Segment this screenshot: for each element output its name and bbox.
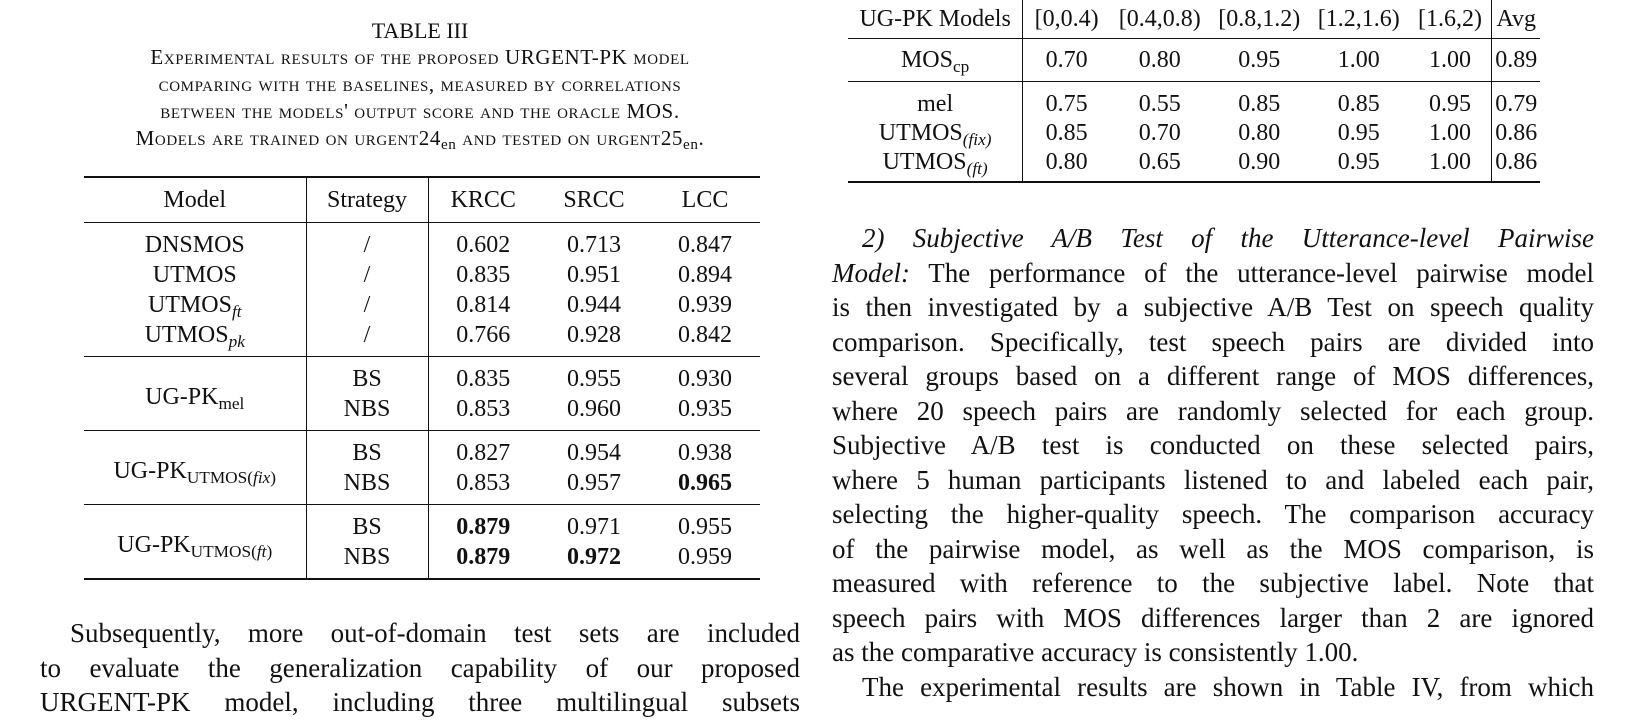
text-line: comparison. Specifically, test speech pairs are divided into [832, 326, 1594, 357]
value-cell: 0.80 [1110, 39, 1210, 82]
table-row [848, 82, 1540, 120]
lcc-cell-best: 0.965 [678, 470, 732, 496]
table4-header-row [848, 0, 1540, 39]
text-line: of the pairwise model, as well as the MOS comparison, is [832, 533, 1594, 564]
krcc-cell: 0.602 [428, 223, 538, 261]
lcc-cell: 0.842 [678, 322, 732, 348]
table-row [84, 357, 760, 395]
table-row [84, 290, 760, 320]
section-heading: 2) Subjective A/B Test of the Utterance-level Pairwise [862, 223, 1594, 253]
model-cell: $UTMOS_{(fix)}$ [878, 120, 992, 149]
krcc-cell: 0.853 [428, 468, 538, 505]
srcc-cell: 0.954 [567, 440, 621, 466]
text-line: measured with reference to the subjective label. Note that [832, 568, 1594, 598]
table3 [84, 176, 760, 580]
table3-caption-line-3: between the models' output score and the oracle MOS. [160, 99, 680, 123]
value-cell: 1.00 [1408, 39, 1491, 82]
left-paragraph [40, 616, 800, 720]
table3-baselines [84, 223, 760, 357]
strategy-cell: / [306, 260, 428, 290]
table-row [84, 223, 760, 261]
value-cell: 0.85 [1238, 91, 1281, 117]
table-row [84, 431, 760, 469]
table3-header-row [84, 177, 760, 223]
strategy-cell: NBS [306, 468, 428, 505]
strategy-cell: BS [306, 431, 428, 469]
value-cell: 1.00 [1428, 120, 1471, 146]
table4-header-range: [1.6,2) [1408, 0, 1491, 39]
table-row [848, 119, 1540, 148]
table4 [848, 0, 1540, 183]
lcc-cell: 0.930 [678, 366, 732, 392]
table3-header-lcc: LCC [650, 177, 760, 223]
text-line: Model: The performance of the utterance-level pairwise model [832, 257, 1594, 288]
srcc-cell-best: 0.972 [567, 544, 621, 570]
text-line: speech pairs with MOS differences larger than 2 are ignored [832, 602, 1594, 633]
text-line: Subjective A/B test is conducted on these selected pairs, [832, 430, 1594, 460]
left-column [40, 0, 800, 720]
krcc-cell: 0.853 [428, 394, 538, 431]
model-cell: $UTMOS_{ft}$ [147, 292, 242, 321]
strategy-cell: NBS [306, 542, 428, 579]
right-column [832, 0, 1594, 704]
table3-header-strategy: Strategy [306, 177, 428, 223]
table3-header-srcc: SRCC [538, 177, 650, 223]
krcc-cell-best: 0.879 [428, 505, 538, 543]
model-cell: UTMOS [152, 262, 237, 288]
text-line: several groups based on a different range of MOS differences, [832, 361, 1594, 391]
value-cell: 0.70 [1138, 120, 1181, 146]
model-cell: mel [917, 91, 954, 117]
model-cell: $UG-PK_{mel}$ [145, 384, 245, 413]
value-cell: 0.95 [1428, 91, 1471, 117]
srcc-cell: 0.713 [567, 232, 621, 258]
table3-header-model: Model [84, 177, 306, 223]
value-cell: 1.00 [1428, 149, 1471, 175]
value-cell: 0.95 [1337, 149, 1380, 175]
lcc-cell: 0.935 [678, 396, 732, 422]
avg-cell: 0.89 [1492, 39, 1540, 82]
table3-group-utmos-fix [84, 431, 760, 505]
table-row [84, 320, 760, 357]
strategy-cell: NBS [306, 394, 428, 431]
table4-header-range: [0.8,1.2) [1209, 0, 1309, 39]
model-cell: $UG-PK_{UTMOS(fix)}$ [113, 458, 277, 487]
table4-header-range: [0.4,0.8) [1110, 0, 1210, 39]
value-cell: 0.75 [1023, 82, 1110, 120]
value-cell: 0.95 [1337, 120, 1380, 146]
lcc-cell: 0.847 [678, 232, 732, 258]
srcc-cell: 0.971 [567, 514, 621, 540]
text-line: URGENT-PK model, including three multilingual subsets [40, 687, 800, 717]
table4-header-range: [1.2,1.6) [1309, 0, 1409, 39]
value-cell: 0.85 [1337, 91, 1380, 117]
srcc-cell: 0.951 [567, 262, 621, 288]
table4-header-range: [0,0.4) [1023, 0, 1110, 39]
model-cell: $UTMOS_{(ft)}$ [882, 149, 988, 178]
value-cell: 0.80 [1023, 148, 1110, 182]
text-line: The experimental results are shown in Table IV, from which [862, 671, 1594, 702]
text-line: Subsequently, more out-of-domain test sets are included [70, 618, 800, 648]
lcc-cell: 0.959 [678, 544, 732, 570]
text-line: as the comparative accuracy is consistently 1.00. [832, 637, 1359, 667]
value-cell: 0.70 [1023, 39, 1110, 82]
right-paragraph [832, 221, 1594, 704]
table-row [848, 39, 1540, 82]
krcc-cell: 0.814 [428, 290, 538, 320]
lcc-cell: 0.894 [678, 262, 732, 288]
krcc-cell: 0.835 [428, 260, 538, 290]
section-heading-cont: Model: [832, 257, 910, 288]
table3-group-utmos-ft [84, 505, 760, 580]
strategy-cell: / [306, 320, 428, 357]
avg-cell: 0.86 [1492, 119, 1540, 148]
krcc-cell: 0.827 [428, 431, 538, 469]
model-cell: DNSMOS [144, 232, 245, 258]
value-cell: 0.90 [1238, 149, 1281, 175]
text-line: to evaluate the generalization capability of our proposed [40, 652, 800, 683]
lcc-cell: 0.939 [678, 292, 732, 318]
value-cell: 0.80 [1238, 120, 1281, 146]
table3-caption-line-4: Models are trained on $urgent24_{en}$ and tested on $urgent25_{en}$. [135, 126, 705, 154]
model-cell: $MOS_{cp}$ [848, 39, 1023, 82]
srcc-cell: 0.928 [567, 322, 621, 348]
text-line: is then investigated by a subjective A/B Test on speech quality [832, 292, 1594, 322]
value-cell: 0.95 [1209, 39, 1309, 82]
table4-header-models: UG-PK Models [848, 0, 1023, 39]
table4-header-avg: Avg [1492, 0, 1540, 39]
table3-caption-line-1: Experimental results of the proposed URGENT-PK model [150, 45, 690, 69]
strategy-cell: / [306, 290, 428, 320]
text-line: where 20 speech pairs are randomly selected for each group. [832, 395, 1594, 426]
srcc-cell: 0.957 [567, 470, 621, 496]
lcc-cell: 0.938 [678, 440, 732, 466]
table-row [84, 260, 760, 290]
table3-group-mel [84, 357, 760, 431]
strategy-cell: BS [306, 505, 428, 543]
lcc-cell: 0.955 [678, 514, 732, 540]
table-row [84, 505, 760, 543]
value-cell: 0.85 [1023, 119, 1110, 148]
value-cell: 0.65 [1138, 149, 1181, 175]
krcc-cell: 0.766 [428, 320, 538, 357]
krcc-cell: 0.835 [428, 357, 538, 395]
srcc-cell: 0.944 [567, 292, 621, 318]
strategy-cell: BS [306, 357, 428, 395]
value-cell: 0.55 [1138, 91, 1181, 117]
model-cell: $UTMOS_{pk}$ [144, 322, 245, 351]
table-row [848, 148, 1540, 182]
avg-cell: 0.79 [1492, 82, 1540, 120]
table3-number: TABLE III [371, 18, 469, 43]
srcc-cell: 0.960 [567, 396, 621, 422]
text-line: selecting the higher-quality speech. The comparison accuracy [832, 499, 1594, 529]
value-cell: 1.00 [1309, 39, 1409, 82]
table3-caption [40, 18, 800, 152]
table3-caption-line-2: comparing with the baselines, measured by correlations [158, 72, 682, 96]
model-cell: $UG-PK_{UTMOS(ft)}$ [117, 532, 273, 561]
krcc-cell-best: 0.879 [428, 542, 538, 579]
srcc-cell: 0.955 [567, 366, 621, 392]
strategy-cell: / [306, 223, 428, 261]
table3-header-krcc: KRCC [428, 177, 538, 223]
text-line: where 5 human participants listened to and labeled each pair, [832, 464, 1594, 495]
avg-cell: 0.86 [1492, 148, 1540, 182]
